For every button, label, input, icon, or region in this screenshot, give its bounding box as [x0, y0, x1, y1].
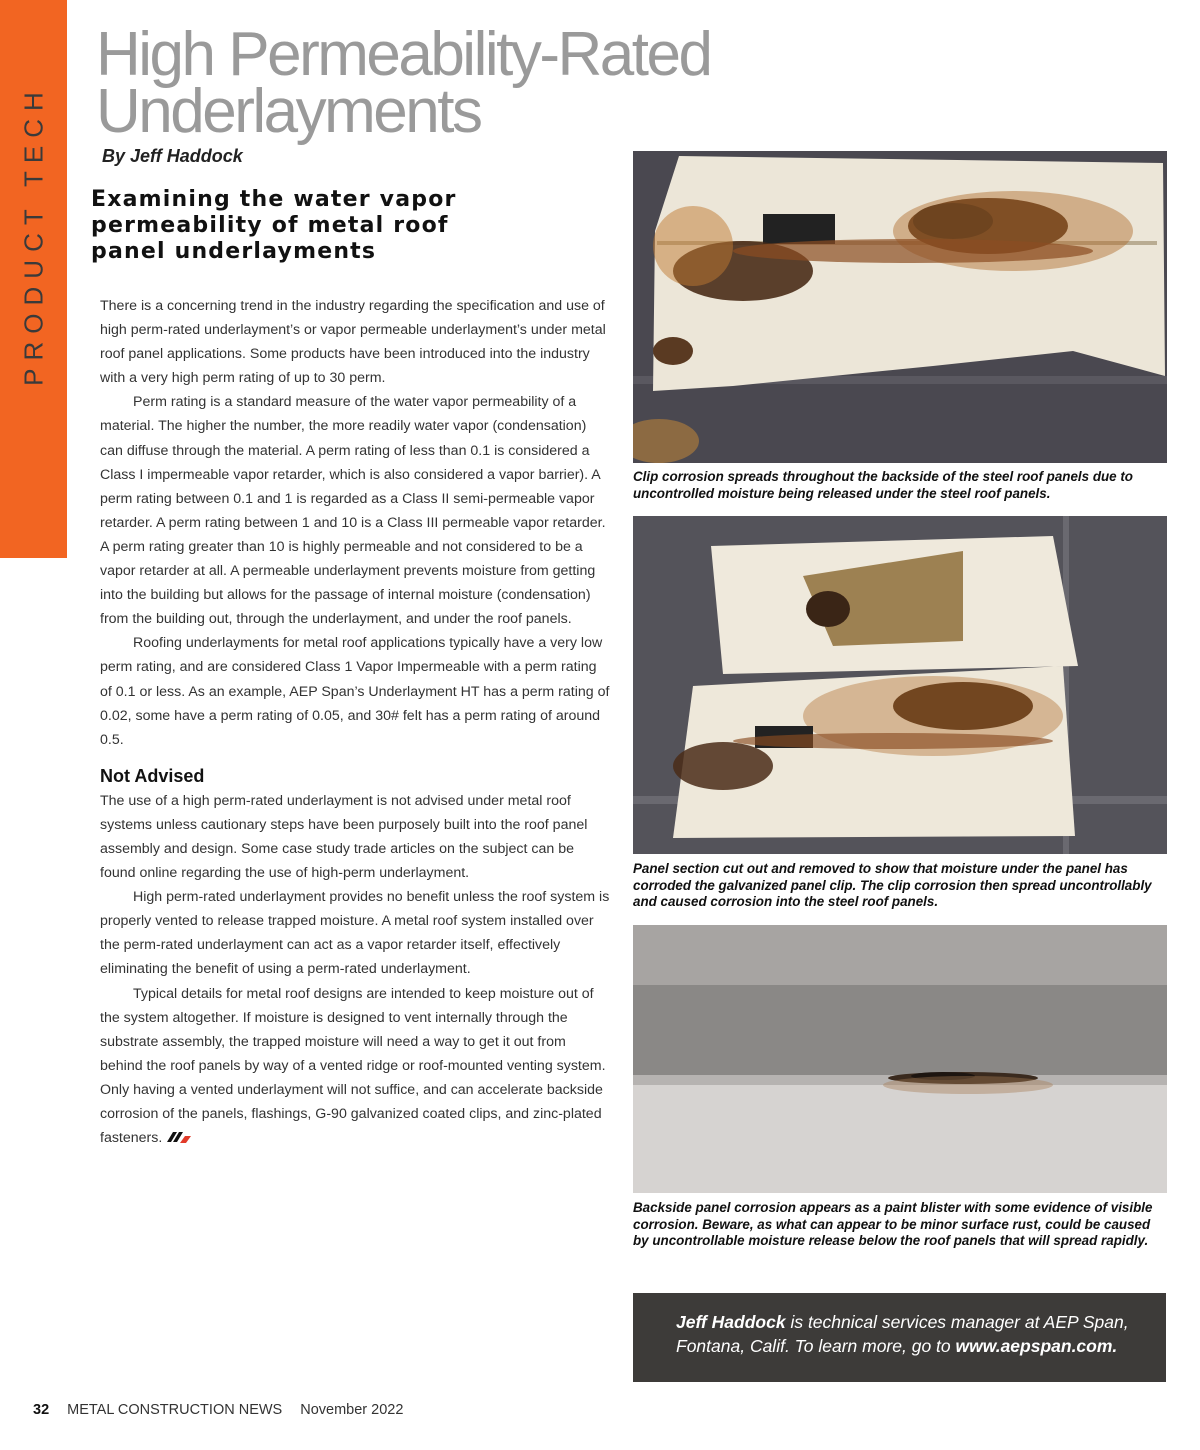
body-paragraph: High perm-rated underlayment provides no benefit unless the roof system is properly vented to release trapped moisture. A metal roof system installed over the perm-rated underlayment can act as a vapor retarder itself, effectively eliminating the benefit of using a perm-rated underlayment. — [100, 889, 610, 978]
photo-caption: Backside panel corrosion appears as a paint blister with some evidence of visible corrosion. Beware, as what can appear to be minor surface rust, could be caused by uncontrollable moisture release below the roof panels that will spread rapidly. — [633, 1200, 1153, 1248]
section-tab-label: PRODUCT TECH — [18, 84, 49, 386]
byline: By Jeff Haddock — [102, 146, 243, 166]
author-bio-box — [633, 1293, 1166, 1382]
corroded-panel-photo — [633, 151, 1167, 463]
article-body — [100, 294, 610, 1150]
body-paragraph: Roofing underlayments for metal roof applications typically have a very low perm rating, and are considered Class 1 Vapor Impermeable with a perm rating of 0.1 or less. As an example, AEP Span’s Underlayment HT has a perm rating of 0.02, some have a perm rating of 0.05, and 30# felt has a perm rating of around 0.5. — [100, 635, 610, 748]
body-paragraph-text: Typical details for metal roof designs are intended to keep moisture out of the system altogether. If moisture is designed to vent internally through the substrate assembly, the trapped moisture will need a way to get it out from behind the roof panels by way of a vented ridge or roof-mounted venting system. Only having a vented underlayment will not suffice, and can accelerate backside corrosion of the panels, flashings, G-90 galvanized coated clips, and zinc-plated fasteners. — [100, 985, 606, 1147]
author-bio-text: is technical services manager at AEP Span, Fontana, Calif. To learn more, go to — [676, 1312, 1129, 1356]
article-title: High Permeability-Rated Underlayments — [96, 20, 711, 146]
publication-name: METAL CONSTRUCTION NEWS — [67, 1402, 283, 1418]
photo-caption: Panel section cut out and removed to show that moisture under the panel has corroded the galvanized panel clip. The clip corrosion then spread uncontrollably and caused corrosion into the steel roof panels. — [633, 861, 1152, 909]
author-website-link[interactable]: www.aepspan.com. — [955, 1336, 1118, 1356]
issue-date: November 2022 — [300, 1402, 404, 1418]
body-paragraph — [100, 982, 610, 1151]
body-paragraph: The use of a high perm-rated underlayment is not advised under metal roof systems unless cautionary steps have been purposely built into the roof panel assembly and design. Some case study trade articles on the subject can be found online regarding the use of high-perm underlayment. — [100, 792, 588, 882]
mcn-end-mark-icon — [165, 1130, 193, 1144]
page-number: 32 — [33, 1402, 50, 1418]
panel-section-cutout-photo — [633, 516, 1167, 854]
body-paragraph: Perm rating is a standard measure of the water vapor permeability of a material. The higher the number, the more readily water vapor (condensation) can diffuse through the material. A perm rating of less than 0.1 is considered a Class I impermeable vapor retarder, which is also considered a vapor barrier). A perm rating between 0.1 and 1 is regarded as a Class II semi-permeable vapor retarder. A perm rating between 1 and 10 is a Class III permeable vapor retarder. A perm rating greater than 10 is highly permeable and not considered to be a vapor retarder at all. A permeable underlayment prevents moisture from getting into the building but allows for the passage of internal moisture (condensation) from the building out, through the underlayment, and under the roof panels. — [100, 394, 606, 628]
section-heading: Not Advised — [100, 765, 205, 786]
body-paragraph: There is a concerning trend in the industry regarding the specification and use of high perm-rated underlayment’s or vapor permeable underlayment’s under metal roof panel applications. Some products have been introduced into the industry with a very high perm rating of up to 30 perm. — [100, 298, 606, 387]
author-name: Jeff Haddock — [676, 1312, 786, 1332]
page-footer — [33, 1402, 403, 1418]
paint-blister-photo — [633, 925, 1167, 1193]
article-subhead: Examining the water vapor permeability of metal roof panel underlayments — [91, 187, 457, 264]
photo-caption: Clip corrosion spreads throughout the backside of the steel roof panels due to uncontrolled moisture being released under the steel roof panels. — [633, 469, 1133, 501]
